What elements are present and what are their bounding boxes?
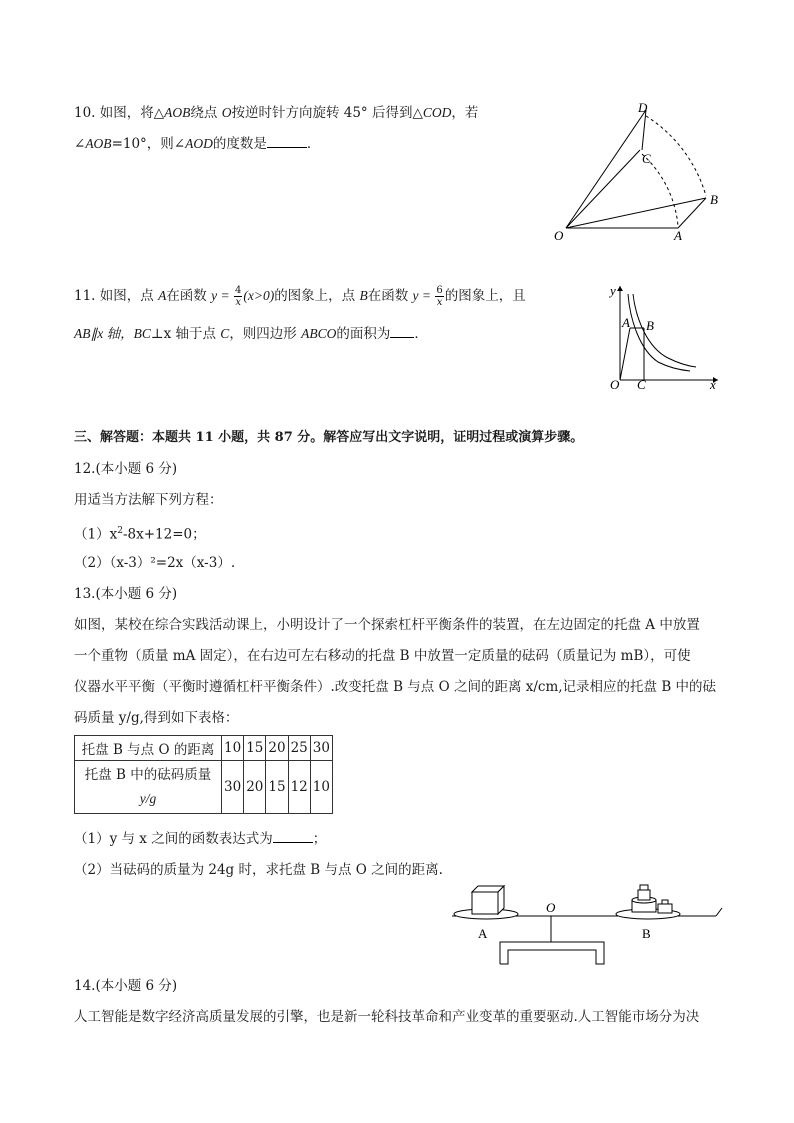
- table-cell: 20: [266, 736, 288, 761]
- table-cell: 10: [310, 761, 332, 814]
- table-cell: 20: [244, 761, 266, 814]
- q11-label-y: y: [610, 283, 616, 298]
- table-cell: 25: [288, 736, 310, 761]
- q13-label-B: B: [642, 926, 651, 941]
- q12-part-1: $(1)x^2-8x+12=0$；: [74, 526, 206, 543]
- q13-para-4: 码质量 y/g,得到如下表格：: [74, 710, 239, 726]
- q13-label-O: O: [546, 900, 556, 915]
- q11-hyperbola-figure: [600, 280, 725, 392]
- q10-answer-blank[interactable]: [267, 133, 307, 148]
- table-cell: 12: [288, 761, 310, 814]
- q13-para-3: 仪器水平平衡（平衡时遵循杠杆平衡条件）.改变托盘 B 与点 O 之间的距离 x/cm,记录相应的托盘 B 中的砝: [74, 679, 717, 695]
- q10-label-O: O: [554, 228, 564, 243]
- q10-rotation-figure: [550, 98, 730, 248]
- q12-part-2: （2）（x-3）²=2x（x-3）.: [74, 555, 236, 571]
- q10-label-C: C: [642, 151, 651, 166]
- q13-answer-blank[interactable]: [273, 828, 313, 843]
- q13-title: 13.(本小题 6 分): [74, 586, 178, 602]
- q12-title: 12.(本小题 6 分): [74, 461, 178, 477]
- q10-label-B: B: [710, 192, 718, 207]
- table-row: [75, 761, 333, 814]
- q11-line-1: 11. 如图，点 A在函数 y = $\frac{4}{x}$ (x>0)的图象上，点 B在函数 y = $\frac{6}{x}$ 的图象上，且: [74, 285, 526, 308]
- q11-label-A: A: [622, 315, 630, 330]
- q11-label-B: B: [646, 318, 654, 333]
- table-header-mass: 托盘 B 中的砝码质量 y/g: [75, 761, 222, 814]
- q11-label-x: x: [710, 377, 716, 392]
- table-header-distance: 托盘 B 与点 O 的距离: [75, 736, 222, 761]
- q11-line-2: AB∥x 轴，BC⊥x 轴于点 C，则四边形 ABCO的面积为 ．: [74, 323, 428, 344]
- q10-line-2: ∠AOB=10°，则∠AOD的度数是 ．: [74, 133, 320, 154]
- q14-para-1: 人工智能是数字经济高质量发展的引擎，也是新一轮科技革命和产业变革的重要驱动.人工智能市场分为决: [74, 1009, 700, 1025]
- q12-intro: 用适当方法解下列方程：: [74, 492, 223, 508]
- q13-data-table: [74, 735, 333, 814]
- q11-answer-blank[interactable]: [390, 323, 414, 338]
- section-3-heading: 三、解答题：本题共 11 小题，共 87 分。解答应写出文字说明，证明过程或演算步骤。: [74, 430, 584, 445]
- q13-sub-1: （1）y 与 x 之间的函数表达式为 ；: [74, 828, 326, 849]
- q13-label-A: A: [478, 926, 488, 941]
- table-cell: 10: [222, 736, 244, 761]
- q11-label-C: C: [637, 377, 646, 392]
- q13-sub-2: （2）当砝码的质量为 24g 时，求托盘 B 与点 O 之间的距离.: [74, 862, 443, 878]
- q13-para-1: 如图，某校在综合实践活动课上，小明设计了一个探索杠杆平衡条件的装置，在左边固定的托盘 A 中放置: [74, 617, 700, 633]
- table-cell: 30: [310, 736, 332, 761]
- table-row: [75, 736, 333, 761]
- q11-label-O: O: [610, 377, 620, 392]
- q10-line-1: 10. 如图，将△AOB绕点 O按逆时针方向旋转 45° 后得到△COD，若: [74, 105, 479, 121]
- q13-para-2: 一个重物（质量 mA 固定），在右边可左右移动的托盘 B 中放置一定质量的砝码（质量记为 mB），可使: [74, 648, 691, 664]
- q14-title: 14.(本小题 6 分): [74, 978, 178, 994]
- q10-label-D: D: [638, 100, 648, 115]
- q10-label-A: A: [674, 228, 682, 243]
- table-cell: 15: [244, 736, 266, 761]
- q13-lever-figure: [448, 880, 728, 968]
- table-cell: 30: [222, 761, 244, 814]
- table-cell: 15: [266, 761, 288, 814]
